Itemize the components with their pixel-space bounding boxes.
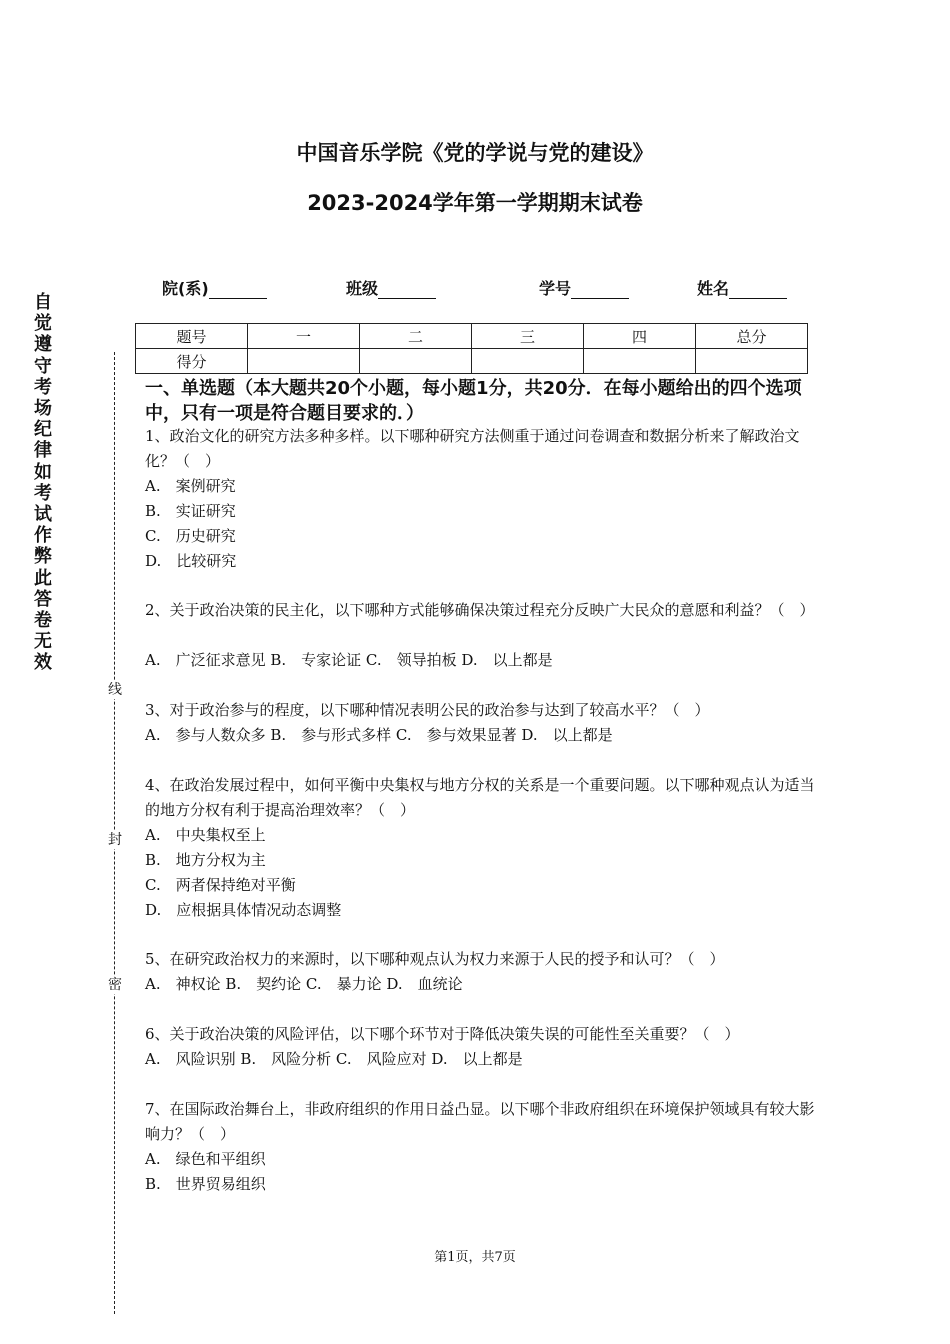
- binding-label-secret: 密: [108, 977, 122, 993]
- score-header-cell: 题号: [136, 324, 248, 349]
- answer-option: A. 案例研究: [145, 477, 236, 495]
- score-cell[interactable]: [248, 349, 360, 374]
- page-footer: 第1页，共7页: [434, 1250, 516, 1265]
- question-text: 1、政治文化的研究方法多种多样。以下哪种研究方法侧重于通过问卷调查和数据分析来了解政治文化？（ ）: [145, 427, 800, 470]
- answer-option: C. 历史研究: [145, 527, 236, 545]
- exam-title-line2: 2023-2024学年第一学期期末试卷: [307, 191, 643, 215]
- answer-option: A. 中央集权至上: [145, 826, 266, 844]
- answer-option: A. 神权论 B. 契约论 C. 暴力论 D. 血统论: [145, 975, 463, 993]
- section-header: 一、单选题（本大题共20个小题，每小题1分，共20分．在每小题给出的四个选项中，只有一项是符合题目要求的．）: [145, 378, 802, 424]
- question-text: 3、对于政治参与的程度，以下哪种情况表明公民的政治参与达到了较高水平？（ ）: [145, 701, 710, 719]
- question-text: 6、关于政治决策的风险评估，以下哪个环节对于降低决策失误的可能性至关重要？（ ）: [145, 1025, 740, 1043]
- answer-option: B. 地方分权为主: [145, 851, 266, 869]
- answer-option: C. 两者保持绝对平衡: [145, 876, 296, 894]
- exam-title-line1: 中国音乐学院《党的学说与党的建设》: [296, 141, 654, 165]
- score-cell[interactable]: [584, 349, 696, 374]
- name-field[interactable]: [697, 276, 787, 299]
- question-text: 5、在研究政治权力的来源时，以下哪种观点认为权力来源于人民的授予和认可？（ ）: [145, 950, 725, 968]
- score-header-cell: 三: [472, 324, 584, 349]
- score-header-cell: 四: [584, 324, 696, 349]
- answer-option: D. 比较研究: [145, 552, 237, 570]
- name-blank[interactable]: [729, 281, 787, 299]
- answer-option: A. 参与人数众多 B. 参与形式多样 C. 参与效果显著 D. 以上都是: [145, 726, 613, 744]
- dept-blank[interactable]: [209, 281, 267, 299]
- score-header-cell: 一: [248, 324, 360, 349]
- answer-option: A. 风险识别 B. 风险分析 C. 风险应对 D. 以上都是: [145, 1050, 523, 1068]
- score-table-header-row: [136, 324, 808, 349]
- score-table-score-row: [136, 349, 808, 374]
- score-cell[interactable]: [696, 349, 808, 374]
- question-text: 4、在政治发展过程中，如何平衡中央集权与地方分权的关系是一个重要问题。以下哪种观点认为适当的地方分权有利于提高治理效率？（ ）: [145, 776, 815, 819]
- student-id-label: 学号: [539, 279, 572, 298]
- answer-option: B. 世界贸易组织: [145, 1175, 266, 1193]
- answer-option: B. 实证研究: [145, 502, 236, 520]
- binding-label-seal: 封: [108, 832, 122, 848]
- class-blank[interactable]: [378, 281, 436, 299]
- class-field[interactable]: [346, 276, 436, 299]
- student-id-blank[interactable]: [571, 281, 629, 299]
- sidebar-notice: 自觉遵守考场纪律如考试作弊此答卷无效: [34, 292, 52, 674]
- dept-label: 院(系): [162, 279, 209, 298]
- score-header-cell: 二: [360, 324, 472, 349]
- answer-option: A. 广泛征求意见 B. 专家论证 C. 领导拍板 D. 以上都是: [145, 651, 553, 669]
- question-text: 2、关于政治决策的民主化，以下哪种方式能够确保决策过程充分反映广大民众的意愿和利益？（ ）: [145, 601, 815, 619]
- score-table: [135, 323, 808, 374]
- score-row-label: 得分: [136, 349, 248, 374]
- score-cell[interactable]: [472, 349, 584, 374]
- score-cell[interactable]: [360, 349, 472, 374]
- student-id-field[interactable]: [539, 276, 629, 299]
- class-label: 班级: [346, 279, 379, 298]
- score-header-cell: 总分: [696, 324, 808, 349]
- answer-option: A. 绿色和平组织: [145, 1150, 266, 1168]
- name-label: 姓名: [697, 279, 730, 298]
- question-text: 7、在国际政治舞台上，非政府组织的作用日益凸显。以下哪个非政府组织在环境保护领域具有较大影响力？（ ）: [145, 1100, 815, 1143]
- answer-option: D. 应根据具体情况动态调整: [145, 901, 342, 919]
- binding-label-line: 线: [108, 682, 122, 698]
- dept-field[interactable]: [162, 276, 267, 299]
